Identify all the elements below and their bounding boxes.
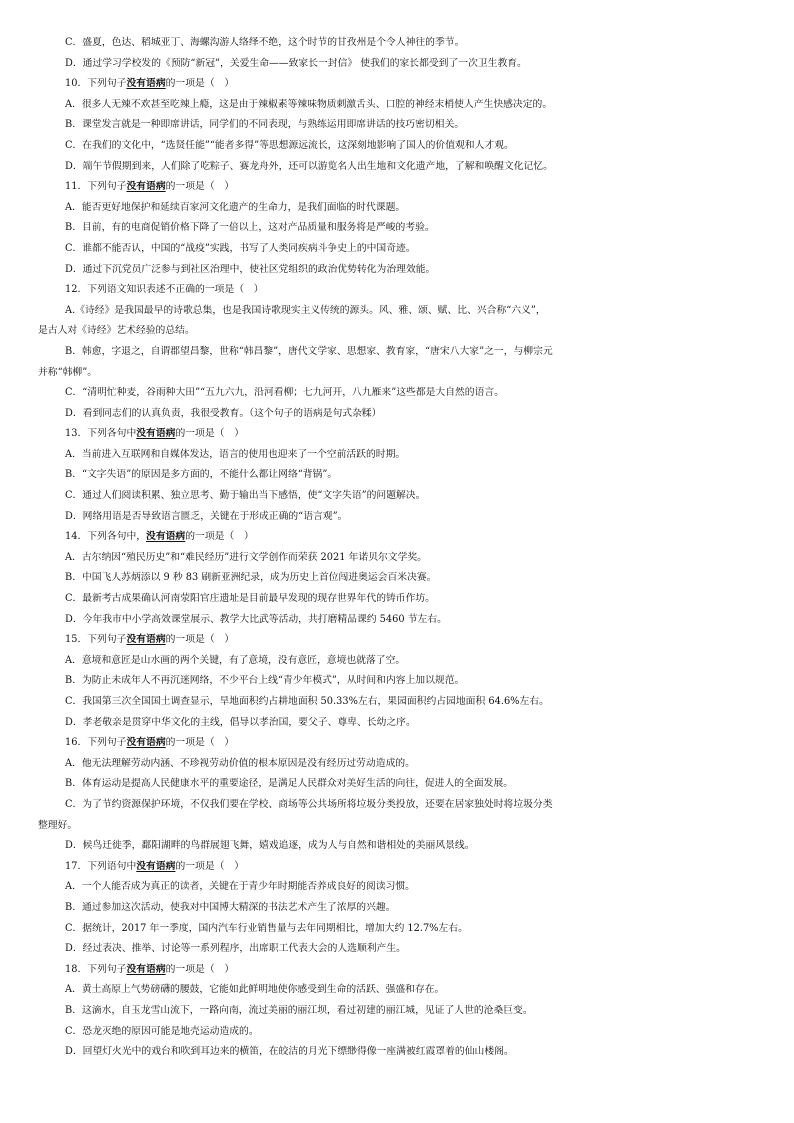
question-stem-suffix: 的一项是（ ） bbox=[165, 634, 235, 646]
question-stem-emphasis: 没有语病 bbox=[126, 634, 166, 646]
question-stem bbox=[0, 177, 794, 198]
answer-option: D．回望灯火光中的戏台和吹到耳边来的横笛，在皎洁的月光下缥缈得像一座满被红霞罩着的仙山楼阁。 bbox=[65, 1046, 514, 1058]
answer-option: C．盛夏，色达、稻城亚丁、海螺沟游人络绎不绝，这个时节的甘孜州是个令人神往的季节。 bbox=[65, 37, 465, 48]
answer-option: D．孝老敬亲是贯穿中华文化的主线，倡导以孝治国，要父子、尊卑、长幼之序。 bbox=[65, 716, 416, 728]
question-stem-emphasis: 没有语病 bbox=[136, 860, 176, 872]
answer-option: C．在我们的文化中，“选贤任能”“能者多得”等思想源远流长，这深刻地影响了国人的价值观和人才观。 bbox=[65, 139, 514, 151]
question-stem-prefix: 16．下列句子 bbox=[65, 737, 127, 749]
question-stem-emphasis: 没有语病 bbox=[126, 181, 166, 193]
option-continuation: 并称“韩柳”。 bbox=[38, 366, 98, 378]
question-stem-suffix: 的一项是（ ） bbox=[165, 737, 235, 749]
answer-option: D．通过学习学校发的《预防“新冠”，关爱生命——致家长一封信》 使我们的家长都受到了一次卫生教育。 bbox=[65, 57, 527, 69]
answer-option: A．他无法理解劳动内涵、不珍视劳动价值的根本原因是没有经历过劳动造成的。 bbox=[65, 757, 415, 769]
question-stem-suffix: 的一项是（ ） bbox=[165, 181, 235, 193]
answer-option: C．为了节约资源保护环境，不仅我们要在学校、商场等公共场所将垃圾分类投放，还要在居家独处时将垃圾分类 bbox=[65, 798, 553, 810]
answer-option: D．今年我市中小学高效课堂展示、教学大比武等活动，共打磨精品课约 5460 节左右。 bbox=[65, 613, 447, 625]
answer-option: A．一个人能否成为真正的读者，关键在于青少年时期能否养成良好的阅读习惯。 bbox=[65, 881, 415, 893]
answer-option: D．候鸟迁徙季，鄱阳湖畔的鸟群展翅飞舞，嬉戏追逐，成为人与自然和谐相处的美丽风景线。 bbox=[65, 840, 475, 852]
answer-option: D．通过下沉党员广泛参与到社区治理中，使社区党组织的政治优势转化为治理效能。 bbox=[65, 263, 436, 275]
question-stem bbox=[0, 630, 794, 651]
question-stem bbox=[0, 733, 794, 754]
answer-option: C．据统计，2017 年一季度，国内汽车行业销售量与去年同期相比，增加大约 12.7%左右。 bbox=[65, 922, 468, 934]
question-stem bbox=[0, 960, 794, 981]
question-stem-emphasis: 没有语病 bbox=[126, 78, 166, 90]
question-stem-suffix: 的一项是（ ） bbox=[175, 428, 245, 440]
answer-option: B．“文字失语”的原因是多方面的，不能什么都让网络“背锅”。 bbox=[65, 469, 338, 481]
question-stem-suffix: 的一项是（ ） bbox=[165, 78, 235, 90]
question-stem-emphasis: 没有语病 bbox=[146, 531, 186, 543]
option-continuation: 是古人对《诗经》艺术经验的总结。 bbox=[38, 325, 195, 337]
answer-option: A．能否更好地保护和延续百家河文化遗产的生命力，是我们面临的时代课题。 bbox=[65, 201, 406, 213]
question-stem bbox=[0, 527, 794, 548]
question-stem bbox=[0, 74, 794, 95]
question-stem-prefix: 12．下列语文知识表述不正确的一项是（ ） bbox=[65, 284, 264, 296]
answer-option: A．当前进入互联网和自媒体发达，语言的使用也迎来了一个空前活跃的时期。 bbox=[65, 448, 406, 460]
question-stem-emphasis: 没有语病 bbox=[126, 737, 166, 749]
answer-option: B．课堂发言就是一种即席讲话，同学们的不同表现，与熟练运用即席讲话的技巧密切相关。 bbox=[65, 119, 465, 131]
answer-option: A.《诗经》是我国最早的诗歌总集，也是我国诗歌现实主义传统的源头。风、雅、颂、赋、比、兴合称“六义”， bbox=[65, 304, 546, 316]
answer-option: B．中国飞人苏炳添以 9 秒 83 刷新亚洲纪录，成为历史上首位闯进奥运会百米决赛。 bbox=[65, 572, 437, 584]
answer-option: C．谁都不能否认，中国的“战疫”实践，书写了人类同疾病斗争史上的中国奇迹。 bbox=[65, 242, 416, 254]
question-stem-prefix: 13．下列各句中 bbox=[65, 428, 137, 440]
question-stem-suffix: 的一项是（ ） bbox=[185, 531, 254, 543]
document-page bbox=[0, 33, 794, 1063]
answer-option: D．经过表决、推举、讨论等一系列程序，出席职工代表大会的人选顺利产生。 bbox=[65, 943, 406, 955]
answer-option: D．看到同志们的认真负责，我很受教育。（这个句子的语病是句式杂糅） bbox=[65, 407, 382, 419]
answer-option: A．古尔纳因“殖民历史”和“难民经历”进行文学创作而荣获 2021 年诺贝尔文学奖。 bbox=[65, 551, 427, 563]
question-stem-prefix: 15．下列句子 bbox=[65, 634, 127, 646]
option-continuation: 整理好。 bbox=[38, 819, 78, 831]
question-stem bbox=[0, 280, 794, 301]
answer-option: B．通过参加这次活动，使我对中国博大精深的书法艺术产生了浓厚的兴趣。 bbox=[65, 901, 396, 913]
answer-option: A．很多人无辣不欢甚至吃辣上瘾，这是由于辣椒素等辣味物质刺激舌头、口腔的神经末梢使人产生快感决定的。 bbox=[65, 98, 553, 110]
question-stem-prefix: 14．下列各句中， bbox=[65, 531, 147, 543]
answer-option: B．韩愈，字退之，自谓郡望昌黎，世称“韩昌黎”，唐代文学家、思想家、教育家，“唐宋八大家”之一，与柳宗元 bbox=[65, 345, 553, 357]
answer-option: C．最新考古成果确认河南荥阳官庄遗址是目前最早发现的现存世界年代的铸币作坊。 bbox=[65, 593, 435, 605]
answer-option: C．“清明忙种麦，谷雨种大田”“五九六九，沿河看柳；七九河开，八九雁来”这些都是大自然的语言。 bbox=[65, 387, 504, 399]
question-stem-suffix: 的一项是（ ） bbox=[165, 963, 235, 975]
question-stem-emphasis: 没有语病 bbox=[126, 963, 166, 975]
answer-option: C．通过人们阅读积累、独立思考、勤于输出当下感悟，使“文字失语”的问题解决。 bbox=[65, 490, 426, 502]
question-stem-prefix: 17．下列语句中 bbox=[65, 860, 137, 872]
question-stem bbox=[0, 424, 794, 445]
question-stem-prefix: 18．下列句子 bbox=[65, 963, 127, 975]
answer-option: B．为防止未成年人不再沉迷网络，不少平台上线“青少年模式”，从时间和内容上加以规范。 bbox=[65, 675, 465, 687]
answer-option: B．体育运动是提高人民健康水平的重要途径，是满足人民群众对美好生活的向往，促进人的全面发展。 bbox=[65, 778, 514, 790]
question-stem-prefix: 10．下列句子 bbox=[65, 78, 127, 90]
answer-option: C．我国第三次全国国土调查显示，旱地面积约占耕地面积 50.33%左右，果园面积约占园地面积 64.6%左右。 bbox=[65, 696, 549, 707]
question-stem-suffix: 的一项是（ ） bbox=[175, 860, 245, 872]
answer-option: D．网络用语是否导致语言匮乏，关键在于形成正确的“语言观”。 bbox=[65, 510, 348, 522]
answer-option: C．恐龙灭绝的原因可能是地壳运动造成的。 bbox=[65, 1025, 259, 1037]
answer-option: A．意境和意匠是山水画的两个关键，有了意境，没有意匠，意境也就落了空。 bbox=[65, 654, 406, 666]
question-stem bbox=[0, 857, 794, 878]
question-stem-emphasis: 没有语病 bbox=[136, 428, 176, 440]
answer-option: B．这滴水，自玉龙雪山流下，一路向南，流过美丽的丽江坝，看过初建的丽江城，见证了人世的沧桑巨变。 bbox=[65, 1004, 533, 1016]
question-stem-prefix: 11．下列句子 bbox=[65, 181, 127, 193]
answer-option: A．黄土高原上气势磅礴的腰鼓，它能如此鲜明地使你感受到生命的活跃、强盛和存在。 bbox=[65, 984, 445, 996]
answer-option: D．端午节假期到来，人们除了吃粽子、赛龙舟外，还可以游览名人出生地和文化遗产地，了解和唤醒文化记忆。 bbox=[65, 160, 553, 172]
answer-option: B．目前，有的电商促销价格下降了一倍以上，这对产品质量和服务将是严峻的考验。 bbox=[65, 222, 435, 234]
